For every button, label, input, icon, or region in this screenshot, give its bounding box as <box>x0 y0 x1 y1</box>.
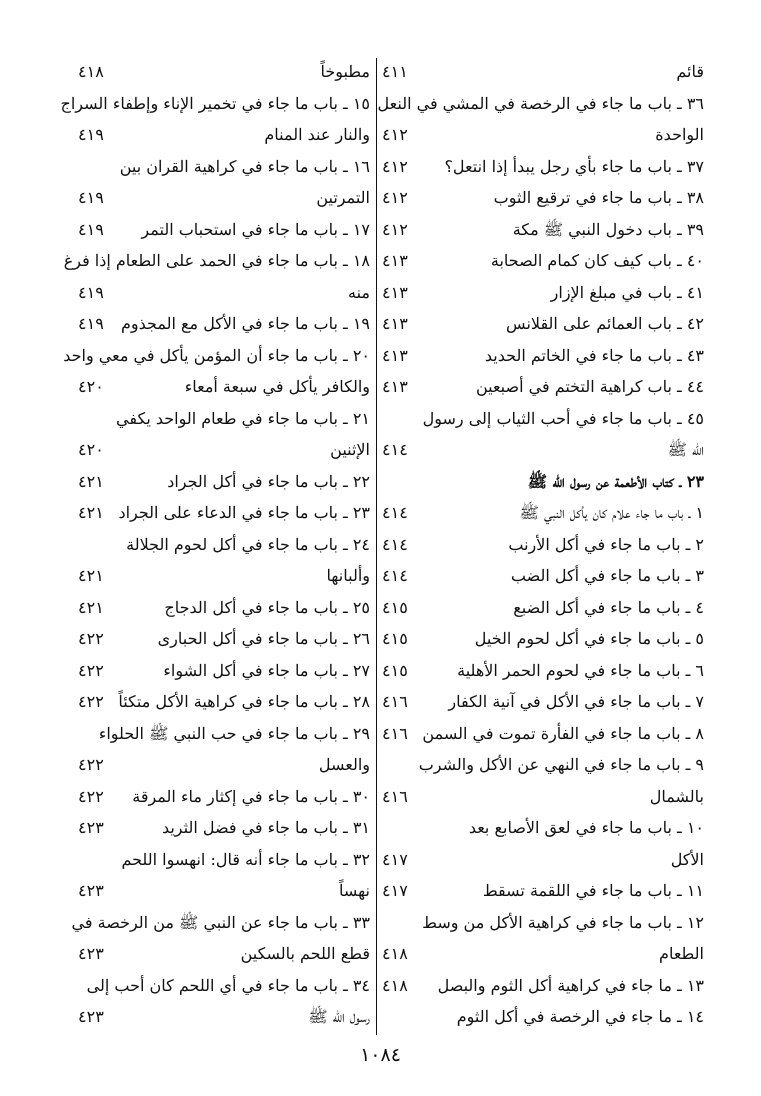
toc-entry-title: ٢٣ ـ كتاب الأطعمة عن رسول الله ﷺ <box>527 471 704 491</box>
toc-entry-page: ٤٢٣ <box>78 1007 104 1026</box>
toc-entry-page: ٤١٩ <box>78 125 104 144</box>
toc-entry-page: ٤١٩ <box>78 188 104 207</box>
toc-entry-title: ١٦ ـ باب ما جاء في كراهية القران بين <box>119 156 370 176</box>
toc-entry-title: ٤٤ ـ باب كراهية التختم في أصبعين <box>475 377 704 396</box>
toc-entry-title: ٣ ـ باب ما جاء في أكل الضب <box>510 566 704 585</box>
toc-entry <box>382 592 704 624</box>
toc-entry-page: ٤١٣ <box>382 314 408 333</box>
toc-entry <box>382 119 704 151</box>
toc-entry-page: ٤٢١ <box>78 503 104 522</box>
toc-entry-title: ١ ـ باب ما جاء علام كان يأكل النبي ﷺ <box>519 503 704 522</box>
toc-entry <box>78 844 370 876</box>
toc-entry-page: ٤٢٢ <box>78 629 104 648</box>
toc-entry <box>78 781 370 813</box>
toc-entry <box>78 718 370 750</box>
toc-entry-page: ٤١٦ <box>382 723 408 743</box>
toc-entry-title: ٢١ ـ باب ما جاء في طعام الواحد يكفي <box>116 408 370 428</box>
toc-entry-title: ٣٦ ـ باب ما جاء في الرخصة في المشي في النعل <box>377 93 704 113</box>
toc-entry-title: ٤١ ـ باب في مبلغ الإزار <box>550 282 704 302</box>
toc-entry-page: ٤١٢ <box>382 219 408 239</box>
toc-entry <box>382 686 704 718</box>
toc-entry <box>382 844 704 876</box>
toc-entry-title: ٣٩ ـ باب دخول النبي ﷺ مكة <box>512 219 704 239</box>
toc-entry <box>382 623 704 655</box>
toc-entry <box>78 182 370 214</box>
toc-entry-title: ٣٤ ـ باب ما جاء في أي اللحم كان أحب إلى <box>86 975 370 995</box>
toc-entry-title: ٢٤ ـ باب ما جاء في أكل لحوم الجلالة <box>126 534 370 554</box>
toc-entry-page: ٤١١ <box>382 62 408 81</box>
toc-entry-title: ٣٣ ـ باب ما جاء عن النبي ﷺ من الرخصة في <box>71 912 370 932</box>
toc-entry <box>382 371 704 403</box>
toc-entry <box>78 655 370 687</box>
toc-entry-page: ٤١٦ <box>382 692 408 711</box>
toc-entry-title: ٣٢ ـ باب ما جاء أنه قال: انهسوا اللحم <box>121 849 370 869</box>
toc-entry <box>382 749 704 781</box>
toc-entry <box>78 434 370 466</box>
toc-entry-page: ٤١٤ <box>382 534 408 554</box>
toc-entry <box>382 56 704 88</box>
toc-entry-page: ٤١٥ <box>382 597 408 617</box>
toc-entry <box>382 781 704 813</box>
toc-entry-title: قطع اللحم بالسكين <box>240 944 370 963</box>
toc-entry-title: ١٥ ـ باب ما جاء في تخمير الإناء وإطفاء السراج <box>60 93 370 113</box>
toc-entry <box>78 497 370 529</box>
toc-entry-page: ٤٢٠ <box>78 377 104 396</box>
toc-entry-page: ٤١٧ <box>382 849 408 869</box>
toc-entry-page: ٤١٢ <box>382 188 408 207</box>
toc-entry <box>382 529 704 561</box>
toc-entry-title: ١٠ ـ باب ما جاء في لعق الأصابع بعد <box>468 818 704 837</box>
toc-entry-title: والكافر يأكل في سبعة أمعاء <box>184 377 370 396</box>
toc-entry-title: ٤ ـ باب ما جاء في أكل الضبع <box>513 597 704 617</box>
toc-entry-title: الطعام <box>659 944 704 963</box>
toc-section-heading <box>382 466 704 498</box>
toc-entry <box>78 592 370 624</box>
toc-entry-title: ١٢ ـ باب ما جاء في كراهية الأكل من وسط <box>422 912 704 932</box>
toc-entry-page: ٤٢٢ <box>78 692 104 711</box>
toc-entry <box>382 403 704 435</box>
toc-entry <box>78 277 370 309</box>
toc-entry <box>71 907 370 939</box>
toc-entry-page: ٤٢٢ <box>78 660 104 680</box>
toc-entry-title: ٨ ـ باب ما جاء في الفأرة تموت في السمن <box>422 723 704 743</box>
toc-entry-title: ٥ ـ باب ما جاء في أكل لحوم الخيل <box>474 629 704 648</box>
toc-entry-page: ٤١٩ <box>78 219 104 239</box>
toc-entry <box>382 434 704 466</box>
toc-entry-title: الله ﷺ <box>667 440 704 459</box>
toc-entry <box>78 749 370 781</box>
toc-entry <box>382 151 704 183</box>
toc-entry <box>382 308 704 340</box>
toc-entry-title: ٢٦ ـ باب ما جاء في أكل الحبارى <box>157 629 370 648</box>
toc-entry-page: ٤١٧ <box>382 881 408 900</box>
toc-entry-page: ٤١٤ <box>382 566 408 585</box>
toc-entry-title: ٧ ـ باب ما جاء في الأكل في آنية الكفار <box>448 692 704 711</box>
toc-entry-title: ٢٥ ـ باب ما جاء في أكل الدجاج <box>164 597 370 617</box>
toc-entry-page: ٤١٣ <box>382 377 408 396</box>
toc-entry-title: قائم <box>676 62 704 81</box>
toc-entry-title: ٢٨ ـ باب ما جاء في كراهية الأكل متكئاً <box>118 692 370 711</box>
toc-entry-title: الواحدة <box>655 125 704 144</box>
toc-entry-page: ٤١٢ <box>382 156 408 176</box>
toc-entry-title: ١٧ ـ باب ما جاء في استحباب التمر <box>141 219 370 239</box>
toc-entry-title: ٣٨ ـ باب ما جاء في ترقيع الثوب <box>493 188 704 207</box>
toc-entry-title: وألبانها <box>326 566 370 585</box>
toc-entry <box>382 938 704 970</box>
toc-entry <box>382 655 704 687</box>
toc-entry-title: مطبوخاً <box>320 62 370 81</box>
toc-entry <box>78 970 370 1002</box>
toc-entry-title: ٢٣ ـ باب ما جاء في الدعاء على الجراد <box>118 503 370 522</box>
toc-entry-page: ٤١٨ <box>78 62 104 81</box>
toc-entry <box>78 151 370 183</box>
toc-entry <box>78 560 370 592</box>
toc-entry-title: ١١ ـ باب ما جاء في اللقمة تسقط <box>482 881 704 900</box>
toc-entry <box>382 907 704 939</box>
toc-entry-page: ٤٢١ <box>78 566 104 585</box>
toc-entry-title: ٣١ ـ باب ما جاء في فضل الثريد <box>161 818 370 837</box>
toc-entry <box>382 718 704 750</box>
toc-entry <box>382 214 704 246</box>
toc-entry-page: ٤٢٠ <box>78 440 104 459</box>
toc-entry-page: ٤٢١ <box>78 471 104 491</box>
toc-column-left <box>60 56 370 1033</box>
toc-entry <box>78 1001 370 1033</box>
toc-column-right <box>377 56 704 1033</box>
page-number: ١٠٨٤ <box>360 1044 401 1066</box>
toc-entry-title: ١٨ ـ باب ما جاء في الحمد على الطعام إذا فرغ <box>63 251 370 270</box>
toc-entry <box>78 938 370 970</box>
toc-entry-title: ٣٠ ـ باب ما جاء في إكثار ماء المرقة <box>132 786 370 806</box>
toc-entry-page: ٤٢٢ <box>78 786 104 806</box>
toc-entry-page: ٤١٥ <box>382 629 408 648</box>
toc-entry <box>382 560 704 592</box>
toc-entry <box>78 403 370 435</box>
toc-entry-title: نهساً <box>339 881 370 900</box>
toc-entry <box>78 686 370 718</box>
toc-entry-title: الأكل <box>670 849 704 869</box>
toc-entry <box>78 623 370 655</box>
toc-entry <box>78 812 370 844</box>
toc-entry <box>78 371 370 403</box>
toc-entry <box>78 214 370 246</box>
toc-entry <box>382 970 704 1002</box>
toc-entry-page: ٤١٣ <box>382 282 408 302</box>
toc-entry <box>63 245 370 277</box>
toc-entry-title: ٢٩ ـ باب ما جاء في حب النبي ﷺ الحلواء <box>98 723 370 743</box>
toc-entry <box>382 1001 704 1033</box>
toc-entry <box>78 875 370 907</box>
toc-entry-title: ٤٥ ـ باب ما جاء في أحب الثياب إلى رسول <box>422 408 704 428</box>
toc-entry-title: ٢٠ ـ باب ما جاء أن المؤمن يأكل في معي واحد <box>63 345 370 365</box>
toc-entry <box>78 529 370 561</box>
toc-entry-title: ٤٠ ـ باب كيف كان كمام الصحابة <box>490 251 704 270</box>
toc-entry-page: ٤٢٣ <box>78 944 104 963</box>
toc-entry <box>78 308 370 340</box>
toc-entry <box>382 497 704 529</box>
toc-entry-title: ٢٢ ـ باب ما جاء في أكل الجراد <box>167 471 370 491</box>
toc-entry <box>78 466 370 498</box>
toc-entry-title: ١٩ ـ باب ما جاء في الأكل مع المجذوم <box>121 314 370 333</box>
toc-entry-page: ٤١٨ <box>382 944 408 963</box>
toc-entry-title: ١٣ ـ ما جاء في كراهية أكل الثوم والبصل <box>437 975 704 995</box>
toc-entry <box>382 182 704 214</box>
toc-entry-page: ٤١٥ <box>382 660 408 680</box>
toc-entry-title: والنار عند المنام <box>264 125 370 144</box>
toc-entry-title: رسول الله ﷺ <box>308 1007 370 1026</box>
toc-entry <box>63 340 370 372</box>
column-divider <box>376 58 377 1035</box>
toc-entry-title: التمرتين <box>316 188 370 207</box>
toc-entry-title: ٩ ـ باب ما جاء في النهي عن الأكل والشرب <box>418 755 704 774</box>
toc-entry-page: ٤١٤ <box>382 440 408 459</box>
toc-entry-page: ٤١٤ <box>382 503 408 522</box>
toc-entry-page: ٤٢٣ <box>78 818 104 837</box>
toc-entry-title: ٢ ـ باب ما جاء في أكل الأرنب <box>508 534 704 554</box>
toc-entry-title: ٤٢ ـ باب العمائم على القلانس <box>506 314 704 333</box>
toc-entry <box>78 119 370 151</box>
toc-entry-title: ٢٧ ـ باب ما جاء في أكل الشواء <box>163 660 370 680</box>
toc-entry-page: ٤٢٢ <box>78 755 104 774</box>
toc-entry-title: الإثنين <box>330 440 370 459</box>
toc-entry <box>60 88 370 120</box>
toc-entry <box>382 875 704 907</box>
toc-entry <box>382 277 704 309</box>
toc-entry-page: ٤١٢ <box>382 125 408 144</box>
toc-entry-page: ٤١٣ <box>382 251 408 270</box>
toc-entry-page: ٤١٦ <box>382 786 408 806</box>
toc-entry <box>78 56 370 88</box>
toc-entry-page: ٤١٩ <box>78 282 104 302</box>
toc-entry-page: ٤١٣ <box>382 345 408 365</box>
toc-entry-page: ٤٢١ <box>78 597 104 617</box>
toc-entry-title: منه <box>348 282 370 302</box>
toc-entry-page: ٤٢٣ <box>78 881 104 900</box>
toc-entry <box>377 88 704 120</box>
toc-entry <box>382 812 704 844</box>
toc-entry <box>382 245 704 277</box>
toc-entry-title: بالشمال <box>649 786 704 806</box>
toc-entry-page: ٤١٩ <box>78 314 104 333</box>
toc-entry-title: ١٤ ـ ما جاء في الرخصة في أكل الثوم <box>456 1007 704 1026</box>
toc-entry-title: ٣٧ ـ باب ما جاء بأي رجل يبدأ إذا انتعل؟ <box>444 156 704 176</box>
toc-entry <box>382 340 704 372</box>
toc-entry-page: ٤١٨ <box>382 975 408 995</box>
toc-entry-title: ٤٣ ـ باب ما جاء في الخاتم الحديد <box>484 345 704 365</box>
toc-entry-title: والعسل <box>318 755 370 774</box>
toc-entry-title: ٦ ـ باب ما جاء في لحوم الحمر الأهلية <box>457 660 704 680</box>
